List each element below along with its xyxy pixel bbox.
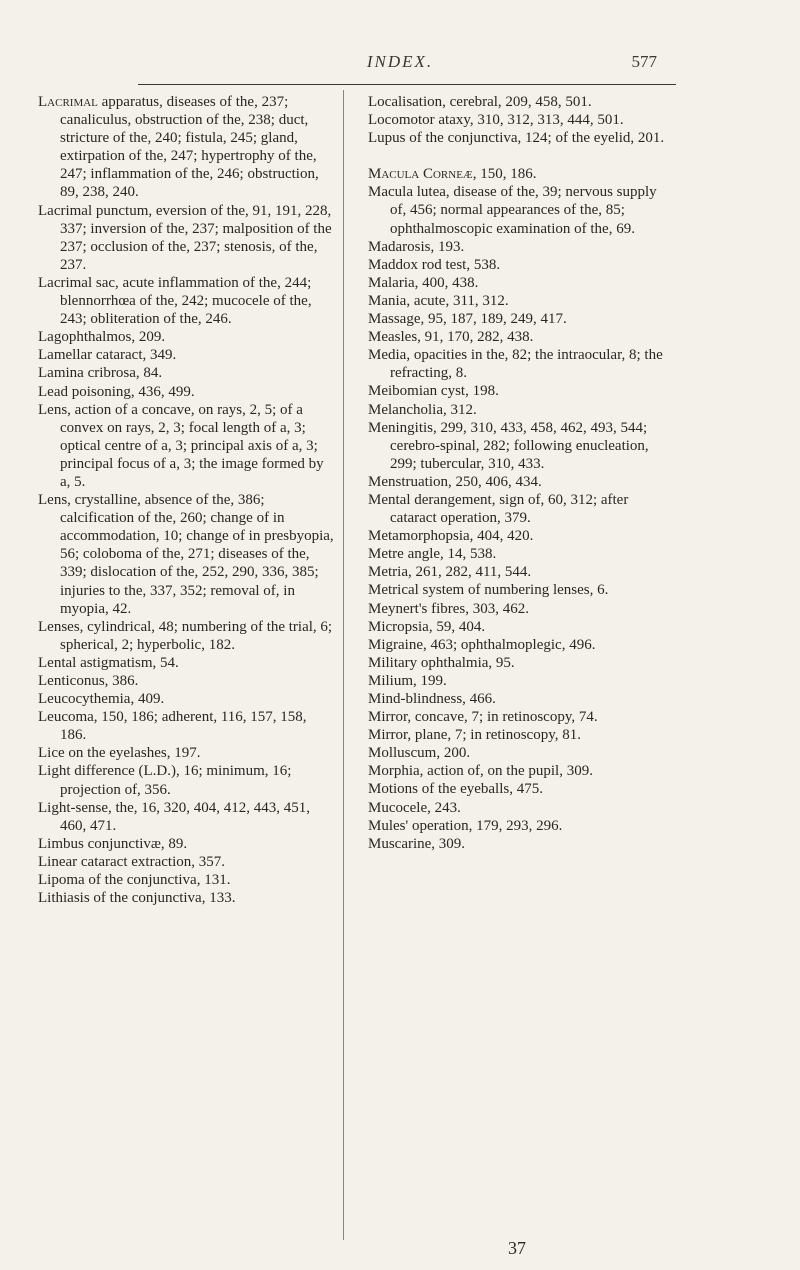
entry-headword: Lacrimal <box>38 94 98 110</box>
index-entry: Metria, 261, 282, 411, 544. <box>368 564 532 581</box>
index-entry: Lupus of the conjunctiva, 124; of the eyelid, 201. <box>368 130 665 147</box>
column-divider <box>343 90 344 1240</box>
index-entry: Lithiasis of the conjunctiva, 133. <box>38 890 236 907</box>
index-entry <box>368 165 666 183</box>
index-entry: Leucocythemia, 409. <box>38 691 165 708</box>
entry-text: , 150, 186. <box>472 166 537 183</box>
index-entry: Mucocele, 243. <box>368 799 461 816</box>
index-entry: Linear cataract extraction, 357. <box>38 853 225 870</box>
index-entry: Meibomian cyst, 198. <box>368 383 499 400</box>
index-entry: Measles, 91, 170, 282, 438. <box>368 329 534 346</box>
index-entry: Lens, crystalline, absence of the, 386; calcification of the, 260; change of in accommodation, 10; change of in presbyopia, 56; coloboma of the, 271; diseases of the, 339; dislocation of the, 252, 290, 336, 385; injuries to the, 337, 352; removal of, in myopia, 42. <box>38 492 334 617</box>
index-entry: Metamorphopsia, 404, 420. <box>368 528 534 545</box>
index-entry: Lamellar cataract, 349. <box>38 347 177 364</box>
index-entry: Macula lutea, disease of the, 39; nervous supply of, 456; normal appearances of the, 85; ophthalmoscopic examination of the, 69. <box>368 184 657 237</box>
index-entry: Lental astigmatism, 54. <box>38 654 179 671</box>
right-column <box>368 93 666 853</box>
page-header <box>0 50 800 80</box>
index-entry: Military ophthalmia, 95. <box>368 654 515 671</box>
signature-mark: 37 <box>508 1238 526 1258</box>
index-entry: Mirror, plane, 7; in retinoscopy, 81. <box>368 727 581 744</box>
index-entry: Lens, action of a concave, on rays, 2, 5; of a convex on rays, 2, 3; focal length of a, 3; optical centre of a, 3; principal axis of a, 3; principal focus of a, 3; the image formed by a, 5. <box>38 401 324 490</box>
index-entry: Madarosis, 193. <box>368 238 465 255</box>
index-entry: Lagophthalmos, 209. <box>38 329 166 346</box>
index-entry: Muscarine, 309. <box>368 835 466 852</box>
index-entry: Maddox rod test, 538. <box>368 256 501 273</box>
entry-text: apparatus, diseases of the, 237; canaliculus, obstruction of the, 238; duct, stricture of the, 240; fistula, 245; gland, extirpation of the, 247; hypertrophy of the, 247; inflammation of the, 246; obstruction, 89, 238, 240. <box>60 94 319 201</box>
index-entry: Limbus conjunctivæ, 89. <box>38 835 188 852</box>
index-entry: Menstruation, 250, 406, 434. <box>368 473 542 490</box>
index-entry: Leucoma, 150, 186; adherent, 116, 157, 158, 186. <box>38 709 307 744</box>
index-entry: Mules' operation, 179, 293, 296. <box>368 817 563 834</box>
index-entry: Lipoma of the conjunctiva, 131. <box>38 872 231 889</box>
index-entry: Media, opacities in the, 82; the intraocular, 8; the refracting, 8. <box>368 347 663 382</box>
index-entry: Meynert's fibres, 303, 462. <box>368 600 530 617</box>
index-entry: Meningitis, 299, 310, 433, 458, 462, 493, 544; cerebro-spinal, 282; following enucleation, 299; tubercular, 310, 433. <box>368 419 649 472</box>
index-entry: Lamina cribrosa, 84. <box>38 365 163 382</box>
letter-section-gap <box>368 147 666 165</box>
index-entry: Light difference (L.D.), 16; minimum, 16; projection of, 356. <box>38 763 292 798</box>
left-column <box>38 93 336 907</box>
index-entry: Localisation, cerebral, 209, 458, 501. <box>368 94 592 110</box>
index-entry: Micropsia, 59, 404. <box>368 618 486 635</box>
index-entry: Metre angle, 14, 538. <box>368 546 497 563</box>
index-entry: Lacrimal sac, acute inflammation of the, 244; blennorrhœa of the, 242; mucocele of the, 243; obliteration of the, 246. <box>38 274 312 328</box>
index-entry: Motions of the eyeballs, 475. <box>368 781 543 798</box>
index-entry: Migraine, 463; ophthalmoplegic, 496. <box>368 636 596 653</box>
index-entry: Lenses, cylindrical, 48; numbering of the trial, 6; spherical, 2; hyperbolic, 182. <box>38 618 333 653</box>
page-number: 577 <box>631 52 657 71</box>
index-entry: Melancholia, 312. <box>368 401 477 418</box>
index-entry: Milium, 199. <box>368 672 447 689</box>
index-entry: Metrical system of numbering lenses, 6. <box>368 582 609 599</box>
index-entry: Mind-blindness, 466. <box>368 691 496 707</box>
index-entry: Mental derangement, sign of, 60, 312; after cataract operation, 379. <box>368 491 629 527</box>
entry-headword: Macula Corneæ <box>368 166 473 183</box>
index-entry: Lead poisoning, 436, 499. <box>38 383 195 400</box>
index-entry: Lenticonus, 386. <box>38 673 139 689</box>
index-entry: Mania, acute, 311, 312. <box>368 292 509 309</box>
index-entry: Light-sense, the, 16, 320, 404, 412, 443, 451, 460, 471. <box>38 799 311 834</box>
index-entry: Lice on the eyelashes, 197. <box>38 745 201 762</box>
header-rule <box>138 84 676 85</box>
index-entry <box>38 93 336 202</box>
index-entry: Malaria, 400, 438. <box>368 274 479 291</box>
index-entry: Morphia, action of, on the pupil, 309. <box>368 763 593 780</box>
index-entry: Molluscum, 200. <box>368 745 471 762</box>
running-title: INDEX. <box>366 52 434 71</box>
index-entry: Mirror, concave, 7; in retinoscopy, 74. <box>368 709 598 726</box>
index-entry: Locomotor ataxy, 310, 312, 313, 444, 501. <box>368 112 624 129</box>
index-entry: Massage, 95, 187, 189, 249, 417. <box>368 311 567 328</box>
index-entry: Lacrimal punctum, eversion of the, 91, 191, 228, 337; inversion of the, 237; malposition of the 237; occlusion of the, 237; stenosis, of the, 237. <box>38 202 332 273</box>
